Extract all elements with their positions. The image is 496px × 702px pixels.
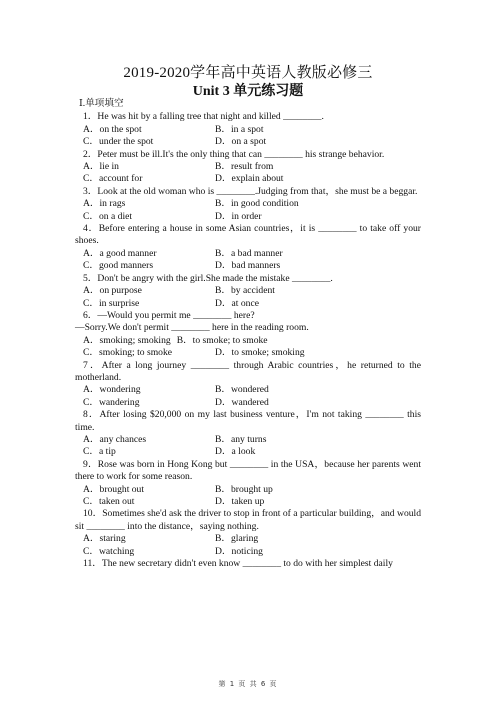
option-a: A．staring — [83, 533, 126, 545]
option-c: C．taken out — [83, 496, 135, 507]
question-stem: 2．Peter must be ill.It's the only thing that can ________ his strange behavior. — [83, 148, 385, 160]
option-a: A．brought out — [83, 483, 145, 495]
option-b: B．in a spot — [215, 123, 264, 135]
option-d: D．taken up — [215, 496, 265, 507]
option-b: B．result from — [215, 161, 274, 173]
option-c: C．wandering — [83, 396, 140, 408]
page-title: 2019-2020学年高中英语人教版必修三 — [123, 65, 373, 81]
option-b: B．any turns — [215, 433, 267, 445]
option-b: B．glaring — [215, 533, 259, 545]
question-1 — [75, 111, 421, 148]
question-stem: 8．After losing $20,000 on my last business venture，I'm not taking ________ this time. — [75, 409, 421, 433]
option-a: A．lie in — [83, 161, 119, 173]
question-3 — [75, 186, 421, 223]
question-stem: 6．—Would you permit me ________ here? — [83, 309, 255, 321]
option-c: C．a tip — [83, 446, 116, 458]
option-d: D．in order — [215, 210, 262, 222]
option-a: A．in rags — [83, 198, 126, 210]
option-c: C．watching — [83, 545, 135, 557]
question-8 — [75, 409, 421, 459]
question-stem: 4．Before entering a house in some Asian countries，it is ________ to take off your shoes. — [75, 223, 421, 247]
option-d: D．on a spot — [215, 136, 267, 148]
question-6 — [75, 310, 421, 360]
option-a: A．a good manner — [83, 247, 157, 259]
option-c: C．on a diet — [83, 210, 133, 222]
question-5 — [75, 273, 421, 310]
question-stem: 7．After a long journey ________ through Arabic countries，he returned to the motherland. — [75, 359, 421, 383]
section-heading: Ⅰ.单项填空 — [79, 98, 124, 109]
option-d: D．bad manners — [215, 260, 281, 272]
question-stem-reply: —Sorry.We don't permit ________ here in the reading room. — [75, 322, 309, 334]
question-4 — [75, 223, 421, 273]
question-7 — [75, 360, 421, 410]
question-11 — [75, 558, 421, 570]
question-stem: 11．The new secretary didn't even know ________ to do with her simplest daily — [83, 558, 393, 570]
option-d: D．at once — [215, 297, 259, 309]
question-stem: 5．Don't be angry with the girl.She made the mistake ________. — [83, 272, 333, 284]
option-a: A．smoking; smoking — [83, 334, 171, 346]
option-a: A．on purpose — [83, 285, 142, 297]
page-footer: 第 1 页 共 6 页 — [218, 680, 278, 688]
question-stem: 1．He was hit by a falling tree that night and killed ________. — [83, 111, 324, 123]
option-b: B．wondered — [215, 384, 269, 396]
option-d: D．explain about — [215, 173, 284, 185]
option-b: B．a bad manner — [215, 247, 283, 259]
option-c: C．under the spot — [83, 136, 154, 148]
question-stem: 10．Sometimes she'd ask the driver to stop in front of a particular building，and would sit ________ into the distance，saying nothing. — [75, 508, 421, 532]
option-c: C．smoking; to smoke — [83, 347, 173, 359]
option-a: A．wondering — [83, 384, 141, 396]
option-a: A．any chances — [83, 433, 147, 445]
option-c: C．account for — [83, 173, 143, 185]
question-10 — [75, 508, 421, 558]
option-a: A．on the spot — [83, 123, 142, 135]
option-b: B．in good condition — [215, 198, 299, 210]
option-d: D．noticing — [215, 545, 263, 557]
option-d: D．a look — [215, 446, 256, 458]
option-d: D．wandered — [215, 396, 269, 408]
question-list — [75, 98, 421, 570]
question-stem: 9．Rose was born in Hong Kong but ________ in the USA，because her parents went there to work for some reason. — [75, 458, 421, 483]
option-d: D．to smoke; smoking — [215, 347, 305, 359]
option-b: B．to smoke; to smoke — [176, 334, 268, 346]
option-c: C．good manners — [83, 260, 154, 272]
option-b: B．by accident — [215, 285, 275, 297]
question-stem: 3．Look at the old woman who is ________.Judging from that，she must be a beggar. — [83, 185, 418, 197]
page-subtitle: Unit 3 单元练习题 — [192, 84, 304, 99]
option-b: B．brought up — [215, 483, 273, 495]
question-9 — [75, 459, 421, 509]
option-c: C．in surprise — [83, 297, 140, 309]
question-2 — [75, 149, 421, 186]
